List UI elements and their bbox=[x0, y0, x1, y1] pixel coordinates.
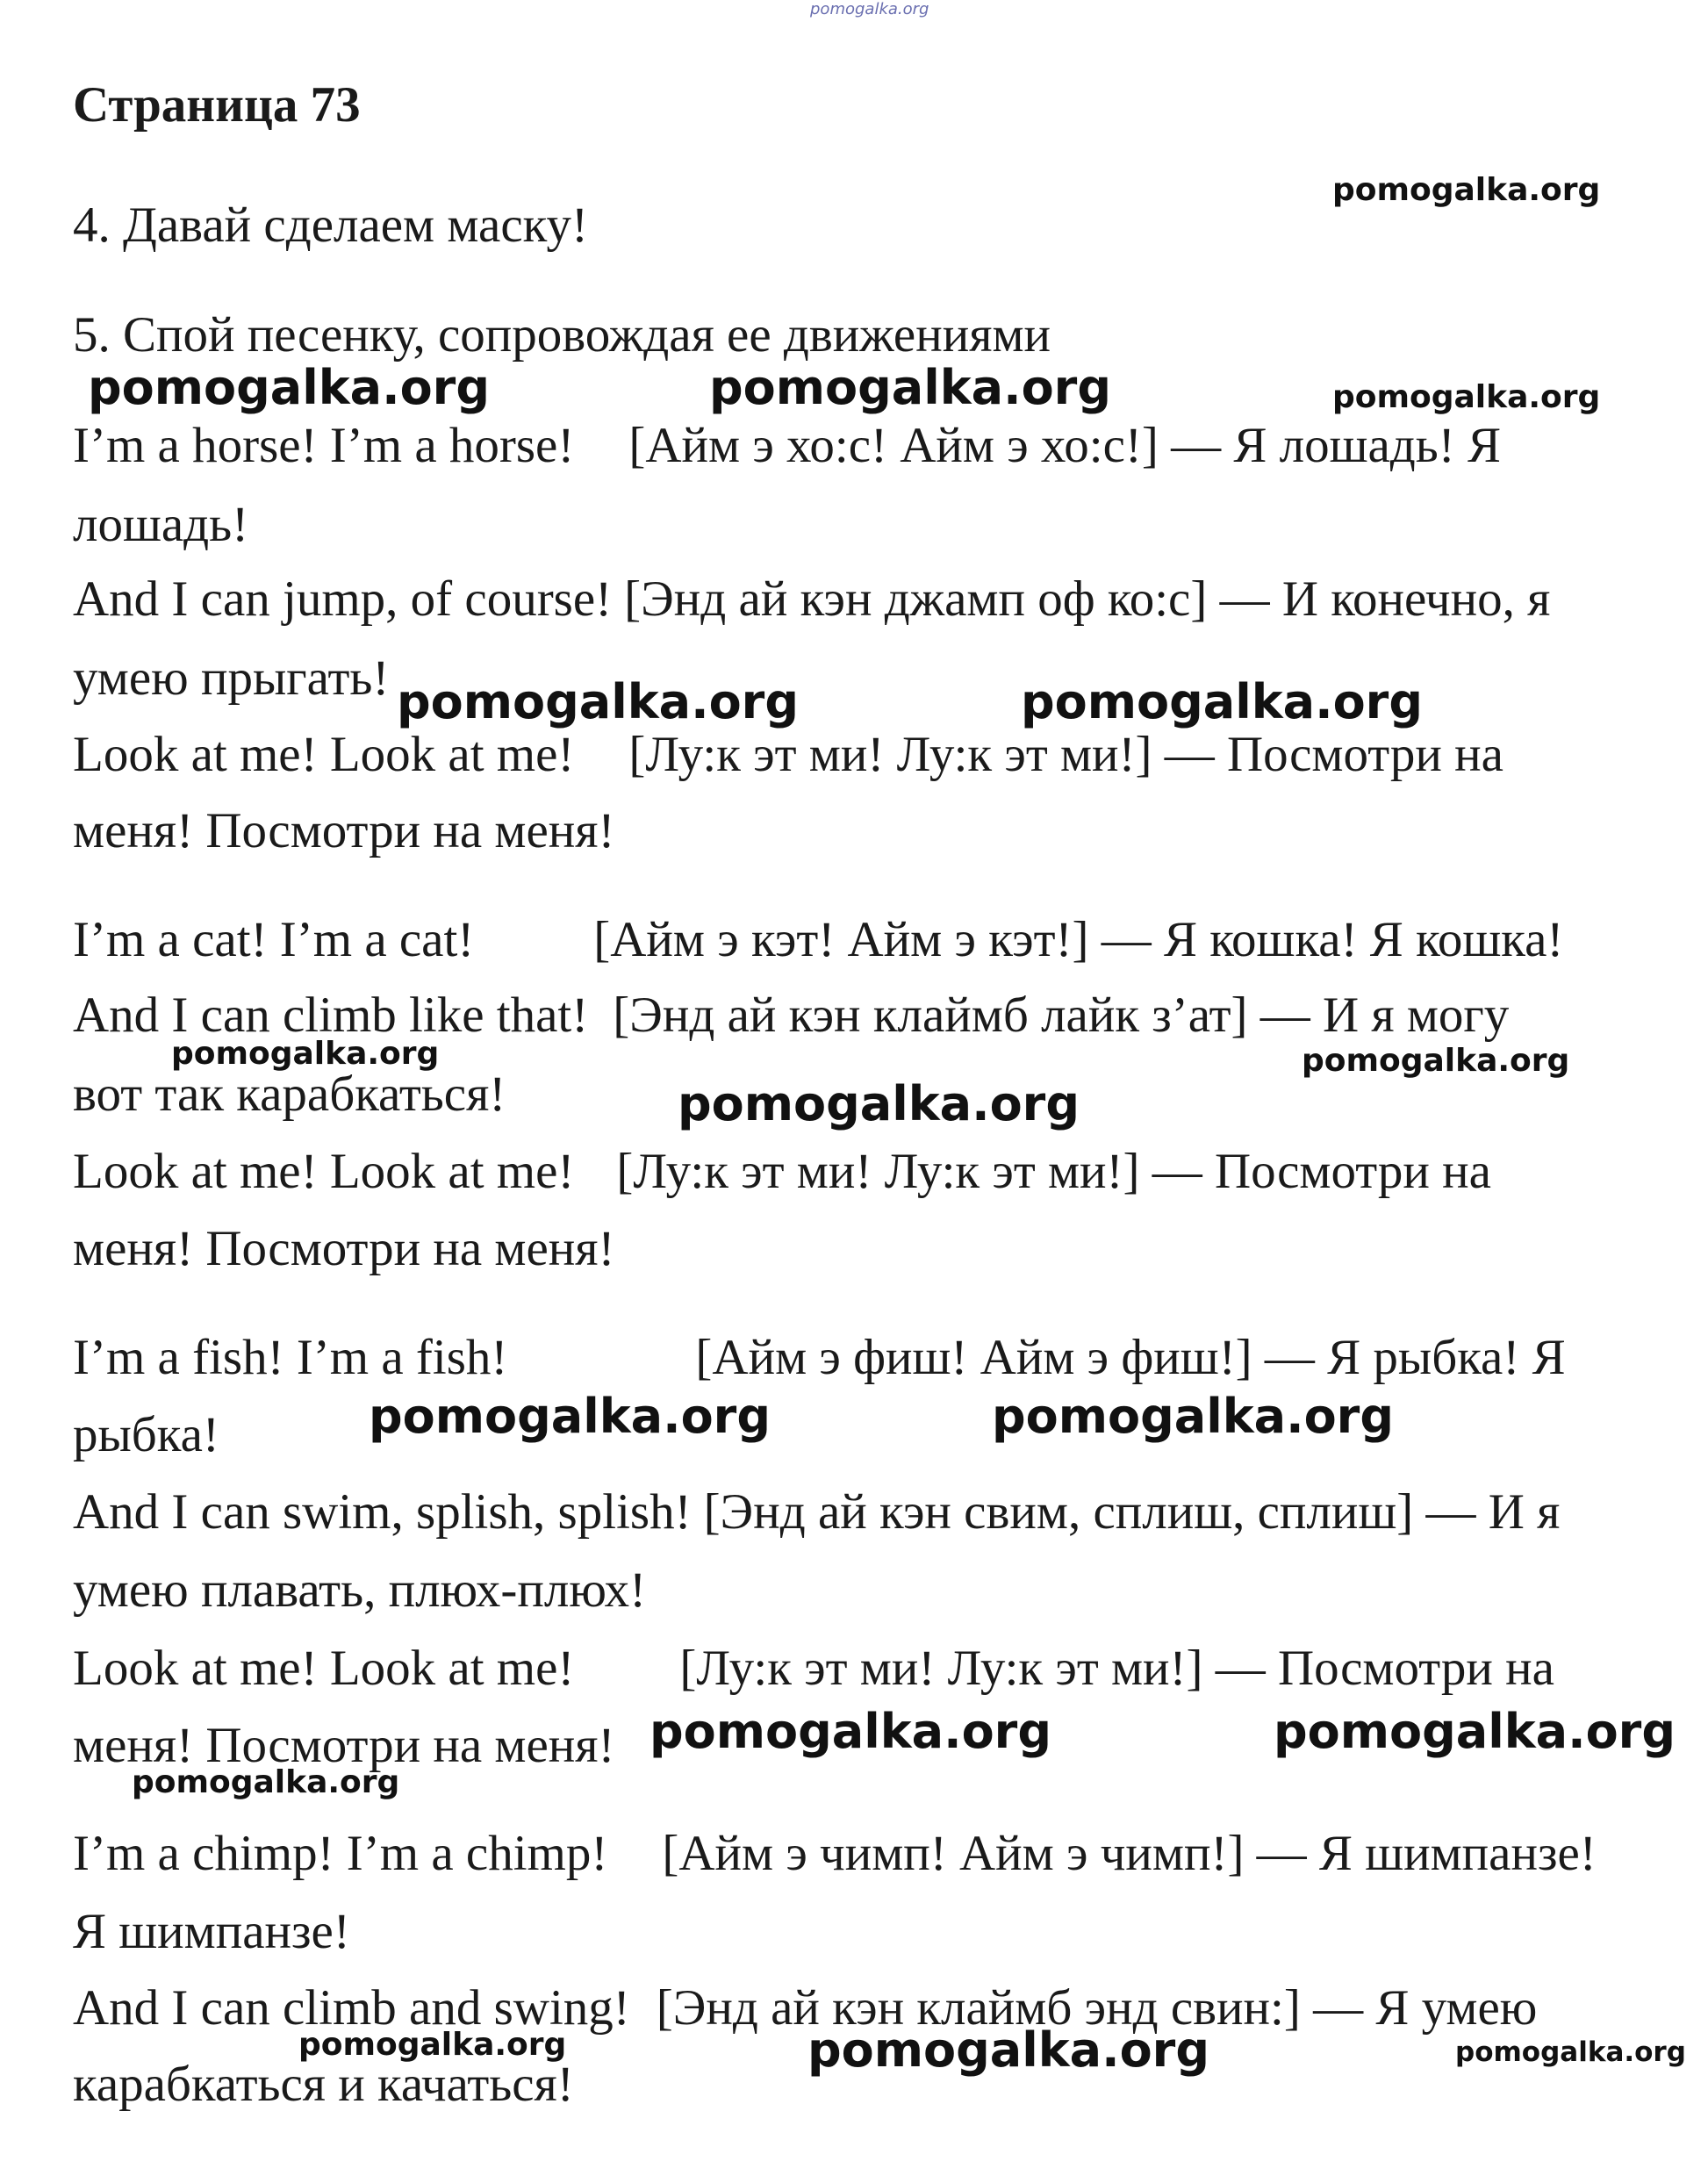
translation-line: рыбка! bbox=[73, 1407, 219, 1462]
verse-line bbox=[73, 1978, 1537, 2039]
translation-line: меня! Посмотри на меня! bbox=[73, 1718, 615, 1773]
translation-line: лошадь! bbox=[73, 497, 249, 552]
translation-line: [Айм э фиш! Айм э фиш!] — Я рыбка! Я bbox=[695, 1330, 1566, 1385]
translation-line: карабкаться и качаться! bbox=[73, 2057, 574, 2112]
verse-line bbox=[73, 1638, 1554, 1699]
english-line: I’m a chimp! I’m a chimp! bbox=[73, 1826, 608, 1881]
watermark: pomogalka.org bbox=[807, 2022, 1209, 2078]
watermark: pomogalka.org bbox=[1021, 674, 1423, 729]
english-line: I’m a horse! I’m a horse! bbox=[73, 418, 575, 473]
english-line: And I can climb and swing! bbox=[73, 1980, 630, 2036]
verse-line bbox=[73, 724, 1503, 786]
watermark: pomogalka.org bbox=[1332, 172, 1601, 208]
translation-line: умею плавать, плюх-плюх! bbox=[73, 1562, 647, 1618]
translation-line: [Айм э хо:с! Айм э хо:с!] — Я лошадь! Я bbox=[628, 418, 1502, 473]
verse-line bbox=[73, 1823, 1597, 1885]
watermark: pomogalka.org bbox=[397, 674, 799, 729]
verse-line bbox=[73, 1327, 1566, 1389]
translation-line: [Лу:к эт ми! Лу:к эт ми!] — Посмотри на bbox=[616, 1144, 1491, 1199]
watermark: pomogalka.org bbox=[298, 2027, 567, 2063]
translation-line: умею прыгать! bbox=[73, 650, 390, 706]
header-watermark: pomogalka.org bbox=[810, 0, 929, 18]
watermark: pomogalka.org bbox=[1455, 2036, 1686, 2068]
english-line: Look at me! Look at me! bbox=[73, 1641, 575, 1696]
translation-line: [Лу:к эт ми! Лу:к эт ми!] — Посмотри на bbox=[679, 1641, 1554, 1696]
translation-line: [Энд ай кэн клаймб лайк з’ат] — И я могу bbox=[613, 987, 1510, 1043]
watermark: pomogalka.org bbox=[1332, 379, 1601, 415]
verse-line bbox=[73, 1141, 1491, 1203]
watermark: pomogalka.org bbox=[171, 1036, 440, 1072]
watermark: pomogalka.org bbox=[88, 360, 490, 415]
translation-line: [Айм э чимп! Айм э чимп!] — Я шимпанзе! bbox=[662, 1826, 1597, 1881]
english-line: I’m a fish! I’m a fish! bbox=[73, 1330, 508, 1385]
english-line: Look at me! Look at me! bbox=[73, 1144, 575, 1199]
translation-line: Я шимпанзе! bbox=[73, 1904, 350, 1959]
watermark: pomogalka.org bbox=[678, 1076, 1080, 1131]
verse-line bbox=[73, 415, 1501, 477]
watermark: pomogalka.org bbox=[709, 360, 1111, 415]
watermark: pomogalka.org bbox=[132, 1764, 400, 1800]
page-title: Страница 73 bbox=[73, 77, 361, 133]
translation-line: [Лу:к эт ми! Лу:к эт ми!] — Посмотри на bbox=[628, 727, 1503, 782]
task-4-heading: 4. Давай сделаем маску! bbox=[73, 197, 589, 253]
translation-line: меня! Посмотри на меня! bbox=[73, 1221, 615, 1276]
english-line: And I can climb like that! bbox=[73, 987, 589, 1043]
verse-line bbox=[73, 1482, 1560, 1543]
watermark: pomogalka.org bbox=[992, 1389, 1394, 1444]
english-line: And I can swim, splish, splish! bbox=[73, 1484, 692, 1540]
translation-line: [Айм э кэт! Айм э кэт!] — Я кошка! Я кошка! bbox=[593, 912, 1564, 967]
english-line: And I can jump, of course! bbox=[73, 571, 613, 627]
watermark: pomogalka.org bbox=[369, 1389, 771, 1444]
translation-line: вот так карабкаться! bbox=[73, 1066, 506, 1122]
english-line: Look at me! Look at me! bbox=[73, 727, 575, 782]
verse-line bbox=[73, 909, 1563, 971]
watermark: pomogalka.org bbox=[1274, 1704, 1676, 1759]
translation-line: меня! Посмотри на меня! bbox=[73, 803, 615, 858]
translation-line: [Энд ай кэн клаймб энд свин:] — Я умею bbox=[656, 1980, 1538, 2036]
verse-line bbox=[73, 569, 1550, 630]
english-line: I’m a cat! I’m a cat! bbox=[73, 912, 475, 967]
watermark: pomogalka.org bbox=[649, 1704, 1051, 1759]
translation-line: [Энд ай кэн свим, сплиш, сплиш] — И я bbox=[703, 1484, 1561, 1540]
task-5-heading: 5. Спой песенку, сопровождая ее движениями bbox=[73, 307, 1051, 363]
watermark: pomogalka.org bbox=[1302, 1043, 1570, 1079]
translation-line: [Энд ай кэн джамп оф ко:с] — И конечно, я bbox=[624, 571, 1551, 627]
